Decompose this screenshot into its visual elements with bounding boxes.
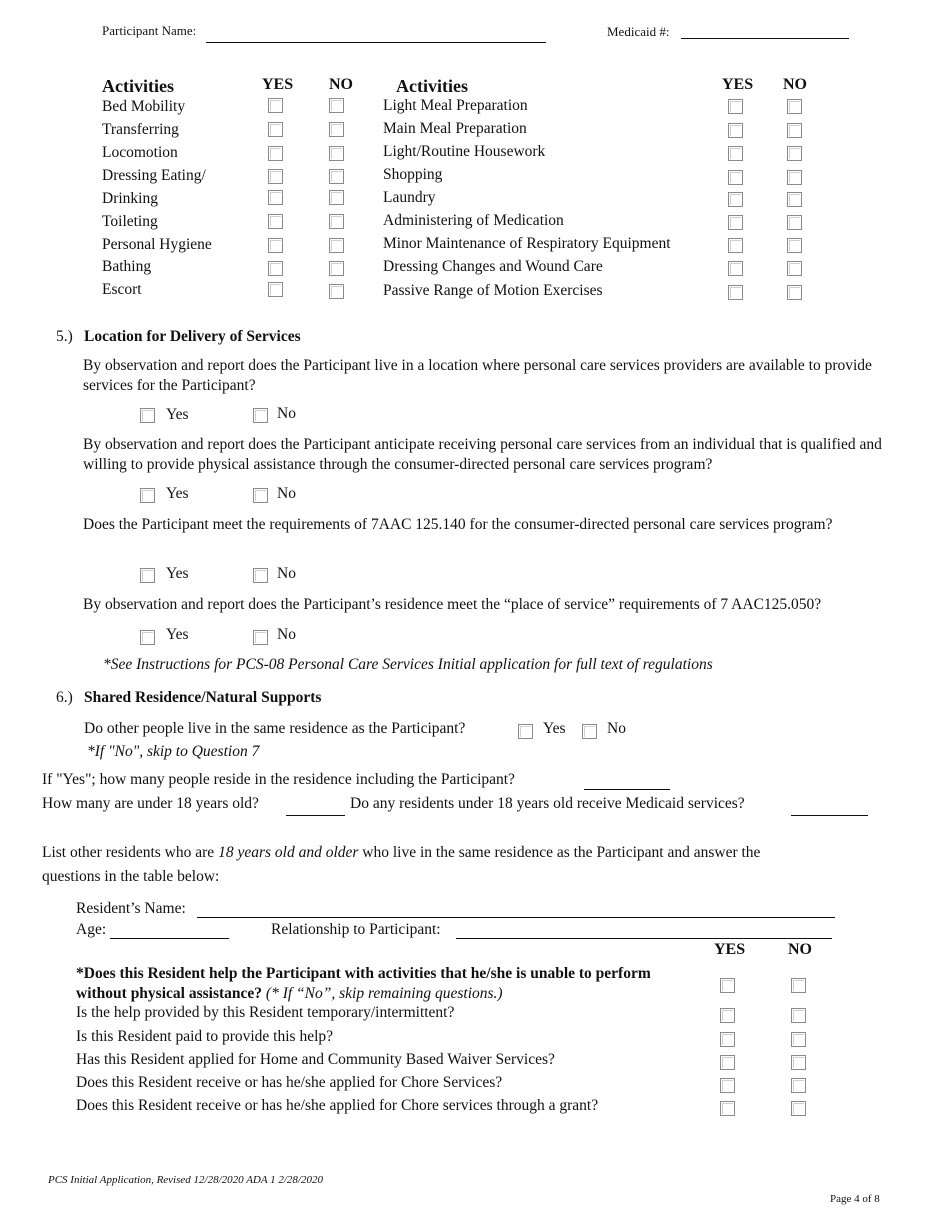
resident-name-label: Resident’s Name:: [76, 900, 186, 917]
participant-name-label: Participant Name:: [102, 23, 197, 38]
activity-right-yes-checkbox[interactable]: [728, 285, 743, 300]
activity-left: Bed Mobility: [102, 98, 186, 115]
medicaid-label: Medicaid #:: [607, 24, 670, 39]
shared-yes-label: Yes: [543, 720, 566, 737]
activity-right: Dressing Changes and Wound Care: [383, 258, 603, 275]
activity-right: Light/Routine Housework: [383, 143, 546, 160]
q1-yes-checkbox[interactable]: [140, 408, 155, 423]
activities-yes-heading-left: YES: [262, 76, 294, 93]
activity-right: Minor Maintenance of Respiratory Equipment: [383, 235, 671, 252]
resident-table-no-heading: NO: [788, 941, 812, 958]
activity-left-yes-checkbox[interactable]: [268, 238, 283, 253]
activity-left: Transferring: [102, 121, 179, 138]
resident-q1-no-checkbox[interactable]: [791, 978, 806, 993]
resident-question: Does this Resident receive or has he/she applied for Chore services through a grant?: [76, 1097, 599, 1114]
regulations-note: *See Instructions for PCS-08 Personal Care Services Initial application for full text of regulations: [103, 656, 713, 673]
activity-right-yes-checkbox[interactable]: [728, 123, 743, 138]
q3-yes-label: Yes: [166, 565, 189, 582]
resident-q6-no-checkbox[interactable]: [791, 1101, 806, 1116]
activity-left-yes-checkbox[interactable]: [268, 98, 283, 113]
q4-yes-checkbox[interactable]: [140, 630, 155, 645]
activity-left: Dressing Eating/: [102, 167, 206, 184]
activity-left-no-checkbox[interactable]: [329, 169, 344, 184]
q1-yes-label: Yes: [166, 406, 189, 423]
activity-left-no-checkbox[interactable]: [329, 146, 344, 161]
activity-right-no-checkbox[interactable]: [787, 99, 802, 114]
medicaid-under18-question: Do any residents under 18 years old receive Medicaid services?: [350, 795, 745, 812]
activity-left: Bathing: [102, 258, 152, 275]
shared-no-checkbox[interactable]: [582, 724, 597, 739]
resident-q4-no-checkbox[interactable]: [791, 1055, 806, 1070]
section5-q4: By observation and report does the Participant’s residence meet the “place of service” requirements of 7 AAC125.050?: [83, 596, 822, 613]
shared-yes-checkbox[interactable]: [518, 724, 533, 739]
activity-left: Personal Hygiene: [102, 236, 212, 253]
activities-heading-right: Activities: [396, 76, 468, 96]
section5-number: 5.): [56, 328, 73, 345]
activity-left-yes-checkbox[interactable]: [268, 261, 283, 276]
activities-heading-left: Activities: [102, 76, 174, 96]
activity-right-no-checkbox[interactable]: [787, 238, 802, 253]
activity-right-no-checkbox[interactable]: [787, 261, 802, 276]
how-many-field[interactable]: [584, 789, 670, 790]
q2-no-label: No: [277, 485, 296, 502]
resident-q5-no-checkbox[interactable]: [791, 1078, 806, 1093]
list-text-end: who live in the same residence as the Participant and answer the: [358, 844, 761, 861]
list-residents-instruction-2: questions in the table below:: [42, 868, 220, 885]
activity-right-no-checkbox[interactable]: [787, 170, 802, 185]
medicaid-under18-field[interactable]: [791, 815, 868, 816]
resident-question: Has this Resident applied for Home and Community Based Waiver Services?: [76, 1051, 555, 1068]
activity-right: Shopping: [383, 166, 443, 183]
activities-no-heading-right: NO: [783, 76, 807, 93]
shared-no-label: No: [607, 720, 626, 737]
q4-no-label: No: [277, 626, 296, 643]
activity-right: Main Meal Preparation: [383, 120, 527, 137]
resident-question: Is this Resident paid to provide this help?: [76, 1028, 334, 1045]
footer-page-number: Page 4 of 8: [830, 1193, 880, 1205]
resident-question-1-bold: *Does this Resident help the Participant with activities that he/she is unable to perform without physical assistance?: [76, 965, 651, 1002]
resident-question-1: [76, 964, 676, 1004]
resident-q5-yes-checkbox[interactable]: [720, 1078, 735, 1093]
under18-question: How many are under 18 years old?: [42, 795, 259, 812]
activity-right: Passive Range of Motion Exercises: [383, 282, 603, 299]
participant-name-field[interactable]: [206, 42, 546, 43]
section5-title: Location for Delivery of Services: [84, 328, 301, 345]
resident-q3-no-checkbox[interactable]: [791, 1032, 806, 1047]
activity-left-yes-checkbox[interactable]: [268, 169, 283, 184]
resident-table-yes-heading: YES: [714, 941, 746, 958]
activity-right-yes-checkbox[interactable]: [728, 215, 743, 230]
how-many-question: If "Yes"; how many people reside in the residence including the Participant?: [42, 771, 515, 788]
under18-field[interactable]: [286, 815, 345, 816]
resident-name-field[interactable]: [197, 917, 835, 918]
skip-note: *If "No", skip to Question 7: [87, 743, 260, 760]
resident-q4-yes-checkbox[interactable]: [720, 1055, 735, 1070]
activity-right-yes-checkbox[interactable]: [728, 146, 743, 161]
activity-right-yes-checkbox[interactable]: [728, 192, 743, 207]
shared-residence-question: Do other people live in the same residence as the Participant?: [84, 720, 466, 737]
list-text-age: 18 years old and older: [218, 844, 359, 861]
resident-question: Does this Resident receive or has he/she applied for Chore Services?: [76, 1074, 503, 1091]
relationship-field[interactable]: [456, 938, 832, 939]
resident-q6-yes-checkbox[interactable]: [720, 1101, 735, 1116]
section6-title: Shared Residence/Natural Supports: [84, 689, 322, 706]
section5-q3: Does the Participant meet the requirements of 7AAC 125.140 for the consumer-directed personal care services program?: [83, 516, 833, 533]
medicaid-number-field[interactable]: [681, 38, 849, 39]
activity-left-yes-checkbox[interactable]: [268, 190, 283, 205]
q4-no-checkbox[interactable]: [253, 630, 268, 645]
activity-left-no-checkbox[interactable]: [329, 238, 344, 253]
activity-left-no-checkbox[interactable]: [329, 190, 344, 205]
q1-no-checkbox[interactable]: [253, 408, 268, 423]
activity-right-no-checkbox[interactable]: [787, 215, 802, 230]
q3-no-checkbox[interactable]: [253, 568, 268, 583]
resident-q1-yes-checkbox[interactable]: [720, 978, 735, 993]
resident-question: Is the help provided by this Resident temporary/intermittent?: [76, 1004, 455, 1021]
activities-yes-heading-right: YES: [722, 76, 754, 93]
activity-right-no-checkbox[interactable]: [787, 285, 802, 300]
section6-number: 6.): [56, 689, 73, 706]
activity-right-no-checkbox[interactable]: [787, 146, 802, 161]
activity-left-yes-checkbox[interactable]: [268, 282, 283, 297]
activity-left-no-checkbox[interactable]: [329, 284, 344, 299]
resident-q2-no-checkbox[interactable]: [791, 1008, 806, 1023]
activity-left: Drinking: [102, 190, 158, 207]
activities-no-heading-left: NO: [329, 76, 353, 93]
activity-left-yes-checkbox[interactable]: [268, 214, 283, 229]
section5-q2: By observation and report does the Participant anticipate receiving personal care services from an individual that is qualified and willing to provide physical assistance through the consumer-directed personal care services program?: [83, 436, 882, 473]
activity-right: Administering of Medication: [383, 212, 564, 229]
activity-right-yes-checkbox[interactable]: [728, 238, 743, 253]
q3-no-label: No: [277, 565, 296, 582]
relationship-label: Relationship to Participant:: [271, 921, 441, 938]
activity-right-yes-checkbox[interactable]: [728, 261, 743, 276]
activity-left-no-checkbox[interactable]: [329, 98, 344, 113]
activity-left: Locomotion: [102, 144, 178, 161]
activity-left: Escort: [102, 281, 142, 298]
age-field[interactable]: [110, 938, 229, 939]
q4-yes-label: Yes: [166, 626, 189, 643]
activity-right: Laundry: [383, 189, 436, 206]
activity-right-no-checkbox[interactable]: [787, 192, 802, 207]
age-label: Age:: [76, 921, 107, 938]
list-text-start: List other residents who are: [42, 844, 219, 861]
resident-question-1-italic: (* If “No”, skip remaining questions.): [265, 985, 503, 1002]
section5-q1: By observation and report does the Participant live in a location where personal care services providers are available to provide services for the Participant?: [83, 357, 872, 394]
list-residents-instruction: [42, 844, 760, 862]
q2-yes-label: Yes: [166, 485, 189, 502]
resident-q2-yes-checkbox[interactable]: [720, 1008, 735, 1023]
q2-no-checkbox[interactable]: [253, 488, 268, 503]
activity-left-yes-checkbox[interactable]: [268, 122, 283, 137]
activity-left: Toileting: [102, 213, 158, 230]
q3-yes-checkbox[interactable]: [140, 568, 155, 583]
footer-revision: PCS Initial Application, Revised 12/28/2020 ADA 1 2/28/2020: [48, 1174, 323, 1186]
activity-right-yes-checkbox[interactable]: [728, 99, 743, 114]
activity-left-yes-checkbox[interactable]: [268, 146, 283, 161]
q2-yes-checkbox[interactable]: [140, 488, 155, 503]
activity-right: Light Meal Preparation: [383, 97, 528, 114]
q1-no-label: No: [277, 405, 296, 422]
activity-left-no-checkbox[interactable]: [329, 122, 344, 137]
activity-right-yes-checkbox[interactable]: [728, 170, 743, 185]
activity-left-no-checkbox[interactable]: [329, 261, 344, 276]
activity-right-no-checkbox[interactable]: [787, 123, 802, 138]
activity-left-no-checkbox[interactable]: [329, 214, 344, 229]
resident-q3-yes-checkbox[interactable]: [720, 1032, 735, 1047]
